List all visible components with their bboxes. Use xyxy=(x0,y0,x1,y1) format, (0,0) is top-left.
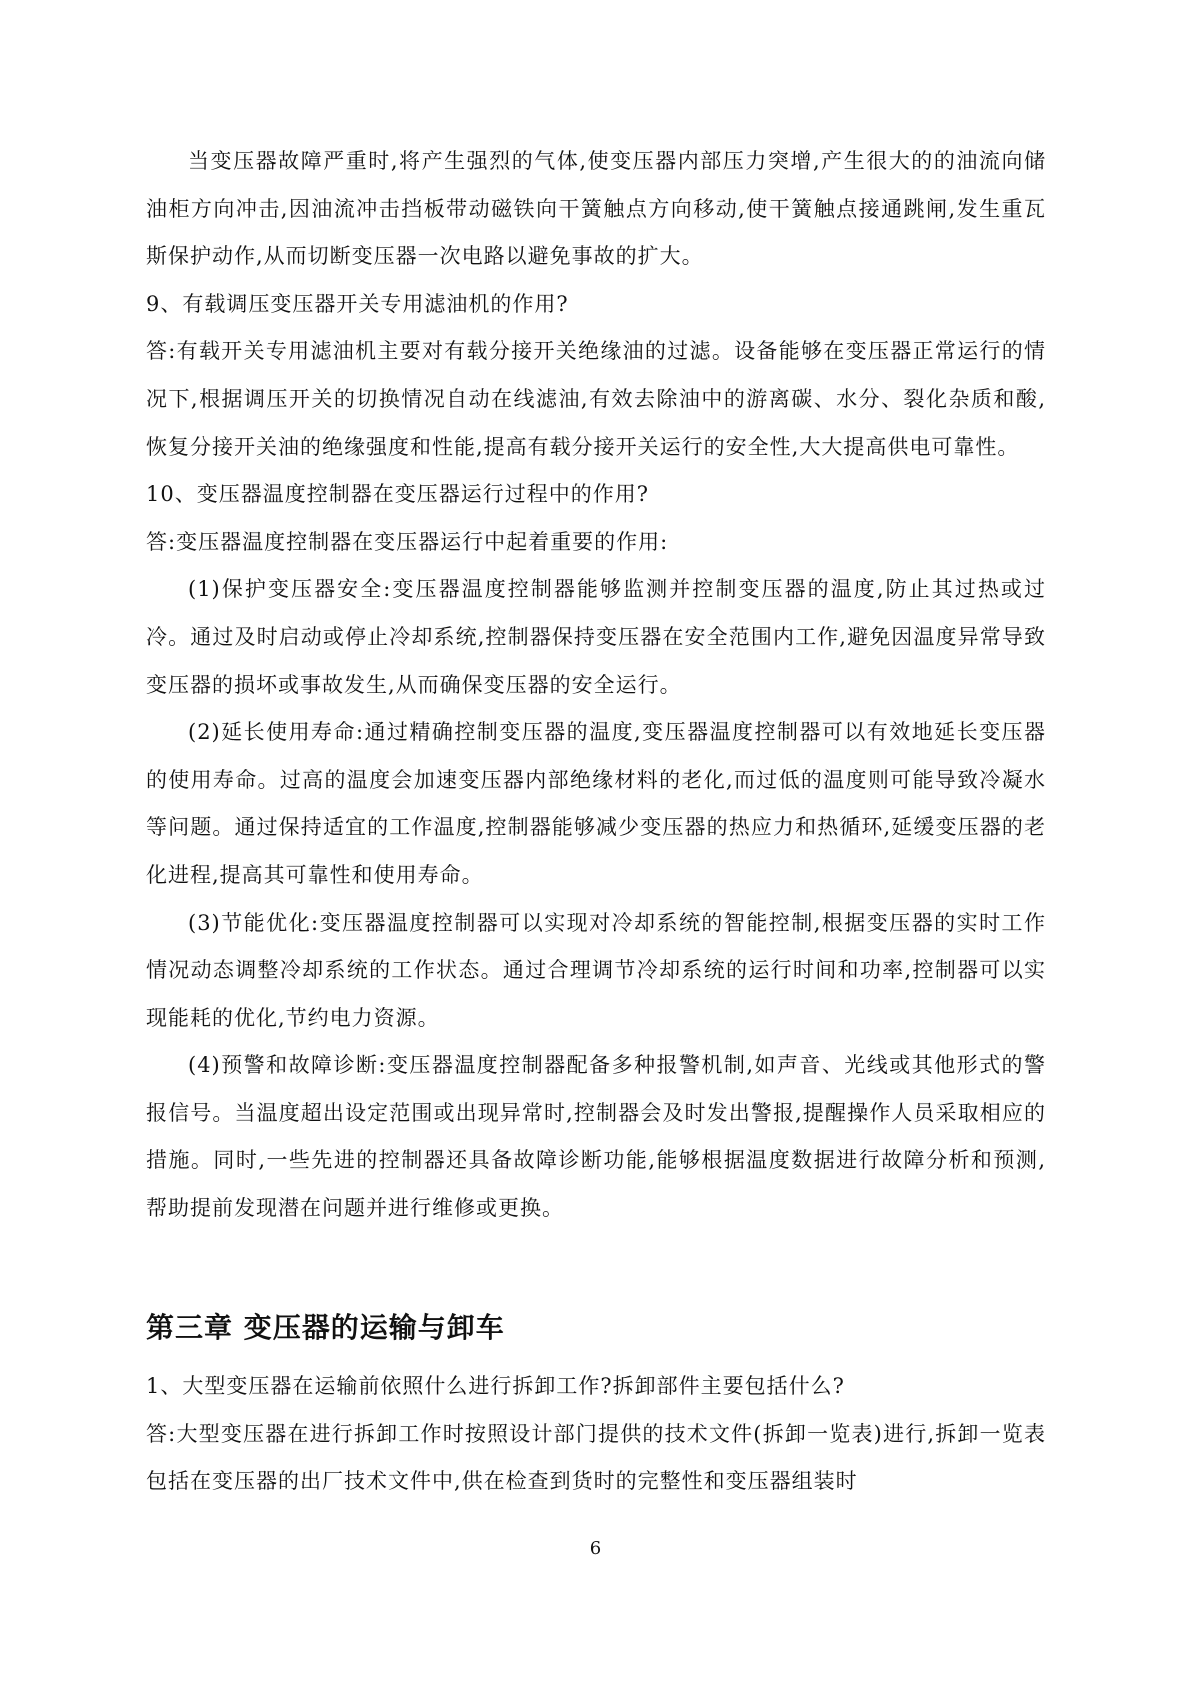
body-text xyxy=(146,138,1046,1233)
answer-10-intro: 答:变压器温度控制器在变压器运行中起着重要的作用: xyxy=(146,529,669,554)
answer-10-item-4: (4)预警和故障诊断:变压器温度控制器配备多种报警机制,如声音、光线或其他形式的警报信号。当温度超出设定范围或出现异常时,控制器会及时发出警报,提醒操作人员采取相应的措施。同时,一些先进的控制器还具备故障诊断功能,能够根据温度数据进行故障分析和预测,帮助提前发现潜在问题并进行维修或更换。 xyxy=(146,1053,1046,1221)
question-10: 10、变压器温度控制器在变压器运行过程中的作用? xyxy=(146,482,649,507)
paragraph-heavy-gas-protection: 当变压器故障严重时,将产生强烈的气体,使变压器内部压力突增,产生很大的的油流向储油柜方向冲击,因油流冲击挡板带动磁铁向干簧触点方向移动,使干簧触点接通跳闸,发生重瓦斯保护动作,从而切断变压器一次电路以避免事故的扩大。 xyxy=(146,149,1046,269)
answer-10-item-2: (2)延长使用寿命:通过精确控制变压器的温度,变压器温度控制器可以有效地延长变压器的使用寿命。过高的温度会加速变压器内部绝缘材料的老化,而过低的温度则可能导致冷凝水等问题。通过保持适宜的工作温度,控制器能够减少变压器的热应力和热循环,延缓变压器的老化进程,提高其可靠性和使用寿命。 xyxy=(146,720,1046,887)
chapter-heading: 第三章 变压器的运输与卸车 xyxy=(146,1311,505,1344)
chapter-answer-1: 答:大型变压器在进行拆卸工作时按照设计部门提供的技术文件(拆卸一览表)进行,拆卸一览表包括在变压器的出厂技术文件中,供在检查到货时的完整性和变压器组装时 xyxy=(146,1421,1046,1494)
chapter-body-text xyxy=(146,1363,1046,1506)
chapter-question-1: 1、大型变压器在运输前依照什么进行拆卸工作?拆卸部件主要包括什么? xyxy=(146,1374,845,1398)
answer-9: 答:有载开关专用滤油机主要对有载分接开关绝缘油的过滤。设备能够在变压器正常运行的情况下,根据调压开关的切换情况自动在线滤油,有效去除油中的游离碳、水分、裂化杂质和酸,恢复分接开关油的绝缘强度和性能,提高有载分接开关运行的安全性,大大提高供电可靠性。 xyxy=(146,339,1046,459)
answer-10-item-3: (3)节能优化:变压器温度控制器可以实现对冷却系统的智能控制,根据变压器的实时工作情况动态调整冷却系统的工作状态。通过合理调节冷却系统的运行时间和功率,控制器可以实现能耗的优化,节约电力资源。 xyxy=(146,910,1046,1030)
question-9: 9、有载调压变压器开关专用滤油机的作用? xyxy=(146,291,569,316)
answer-10-item-1: (1)保护变压器安全:变压器温度控制器能够监测并控制变压器的温度,防止其过热或过冷。通过及时启动或停止冷却系统,控制器保持变压器在安全范围内工作,避免因温度异常导致变压器的损坏或事故发生,从而确保变压器的安全运行。 xyxy=(146,577,1046,697)
page-number: 6 xyxy=(589,1538,602,1559)
